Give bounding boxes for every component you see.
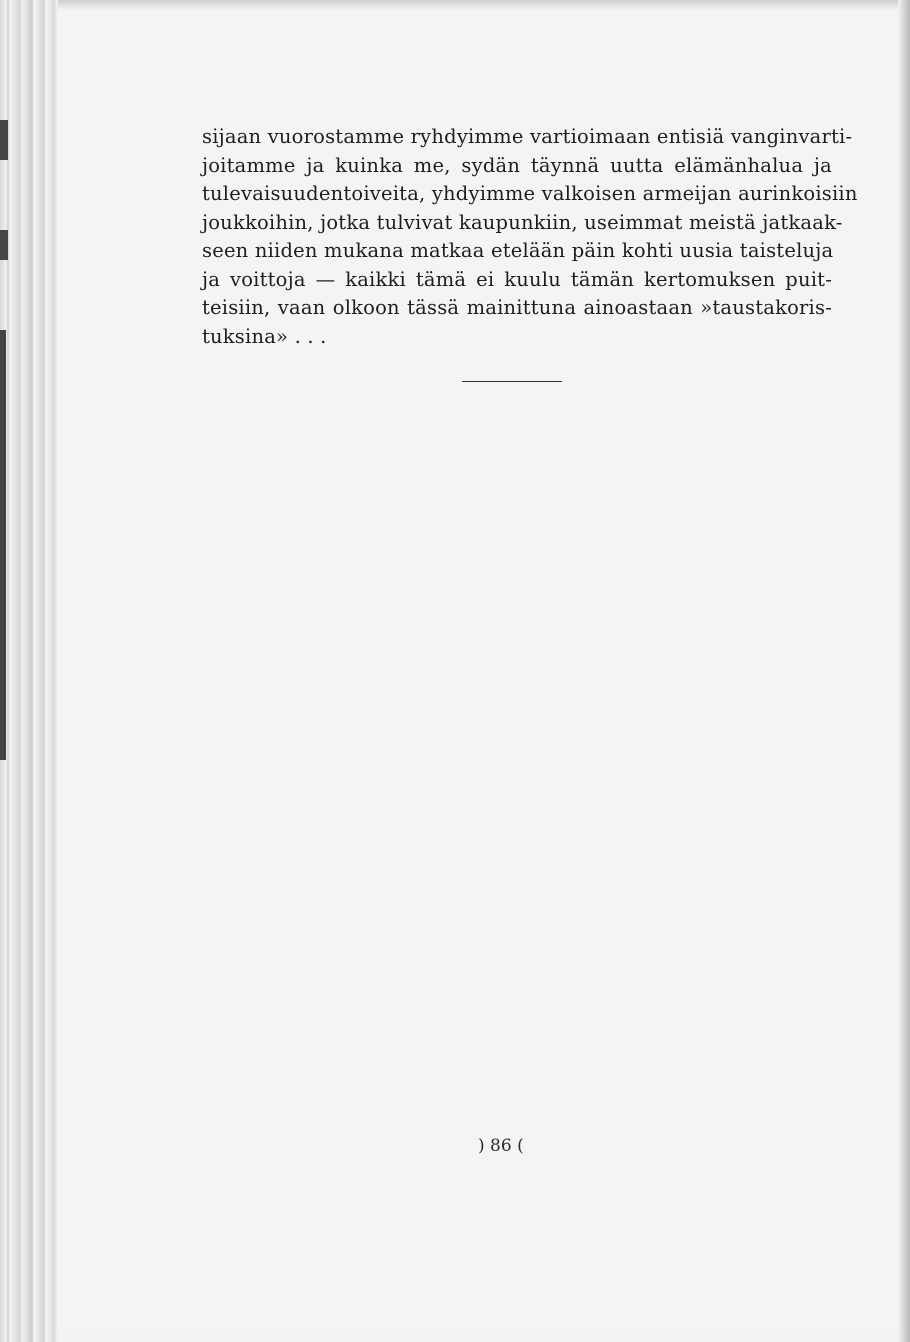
text-line: teisiin, vaan olkoon tässä mainittuna ainoastaan »taustakoris- bbox=[202, 296, 832, 319]
text-line: joitamme ja kuinka me, sydän täynnä uutta elämänhalua ja bbox=[202, 153, 832, 177]
text-line: tulevaisuudentoiveita, yhdyimme valkoisen armeijan aurinkoisiin bbox=[202, 182, 858, 205]
text-line: joukkoihin, jotka tulvivat kaupunkiin, useimmat meistä jatkaak- bbox=[202, 210, 843, 234]
page-number: ) 86 ( bbox=[478, 1136, 524, 1156]
text-line: seen niiden mukana matkaa etelään päin kohti uusia taisteluja bbox=[202, 239, 834, 262]
body-paragraph bbox=[202, 123, 858, 351]
text-line: sijaan vuorostamme ryhdyimme vartioimaan entisiä vanginvarti- bbox=[202, 125, 853, 148]
section-divider bbox=[462, 381, 562, 382]
text-line: tuksina» . . . bbox=[202, 324, 327, 348]
right-shadow bbox=[898, 0, 910, 1342]
binding-mark bbox=[0, 120, 8, 160]
binding-mark bbox=[0, 230, 8, 260]
text-line: ja voittoja — kaikki tämä ei kuulu tämän kertomuksen puit- bbox=[202, 267, 832, 291]
top-shadow bbox=[58, 0, 910, 10]
page bbox=[58, 10, 898, 1330]
stacked-page-edges bbox=[0, 0, 58, 1342]
binding-mark bbox=[0, 330, 6, 760]
